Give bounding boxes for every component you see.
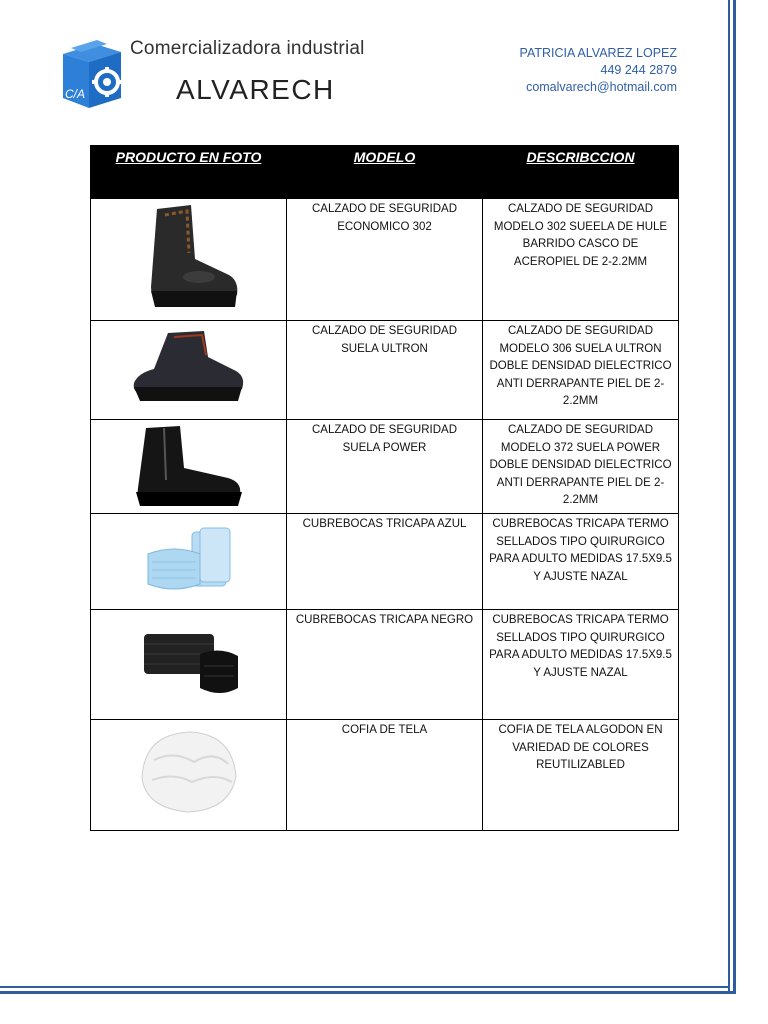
table-row [91,720,679,831]
table-header-row [91,146,679,199]
logo-text: C/A [65,87,86,101]
page-border-bottom-outer [0,991,736,994]
product-description: CALZADO DE SEGURIDAD MODELO 302 SUEELA DE HULE BARRIDO CASCO DE ACEROPIEL DE 2-2.2MM [483,199,679,321]
contact-email[interactable]: comalvarech@hotmail.com [526,80,677,94]
product-description: CUBREBOCAS TRICAPA TERMO SELLADOS TIPO QUIRURGICO PARA ADULTO MEDIDAS 17.5X9.5 Y AJUSTE NAZAL [483,610,679,720]
header-model: MODELO [287,146,483,199]
black-face-mask-icon [134,610,244,710]
product-photo [91,514,287,610]
product-model: COFIA DE TELA [287,720,483,831]
table-row [91,514,679,610]
product-photo [91,610,287,720]
company-name-line2: ALVARECH [176,74,335,105]
page-border-right-outer [733,0,736,993]
header-photo: PRODUCTO EN FOTO [91,146,287,199]
company-logo-icon [57,40,137,112]
product-description: CUBREBOCAS TRICAPA TERMO SELLADOS TIPO QUIRURGICO PARA ADULTO MEDIDAS 17.5X9.5 Y AJUSTE NAZAL [483,514,679,610]
product-model: CALZADO DE SEGURIDAD SUELA POWER [287,420,483,514]
product-photo [91,420,287,514]
blue-face-mask-icon [134,514,244,606]
contact-phone: 449 244 2879 [600,63,677,77]
table-row [91,420,679,514]
cloth-cap-icon [134,720,244,820]
product-description: CALZADO DE SEGURIDAD MODELO 306 SUELA ULTRON DOBLE DENSIDAD DIELECTRICO ANTI DERRAPANTE PIEL DE 2-2.2MM [483,321,679,420]
product-photo [91,321,287,420]
header-description: DESCRIBCCION [483,146,679,199]
product-photo [91,720,287,831]
product-model: CUBREBOCAS TRICAPA AZUL [287,514,483,610]
zip-boot-icon [124,420,254,512]
product-description: CALZADO DE SEGURIDAD MODELO 372 SUELA POWER DOBLE DENSIDAD DIELECTRICO ANTI DERRAPANTE PIEL DE 2-2.2MM [483,420,679,514]
product-photo [91,199,287,321]
safety-shoe-icon [124,321,254,417]
contact-name: PATRICIA ALVAREZ LOPEZ [519,46,677,60]
table-row [91,321,679,420]
table-row [91,199,679,321]
contact-block [520,45,677,96]
product-model: CALZADO DE SEGURIDAD SUELA ULTRON [287,321,483,420]
products-table [90,145,679,831]
product-model: CUBREBOCAS TRICAPA NEGRO [287,610,483,720]
product-model: CALZADO DE SEGURIDAD ECONOMICO 302 [287,199,483,321]
table-row [91,610,679,720]
page-border-right-inner [728,0,730,993]
product-description: COFIA DE TELA ALGODON EN VARIEDAD DE COLORES REUTILIZABLED [483,720,679,831]
company-name-line1: Comercializadora industrial [130,38,365,59]
safety-boot-icon [129,199,249,317]
page-border-bottom-inner [0,986,730,988]
